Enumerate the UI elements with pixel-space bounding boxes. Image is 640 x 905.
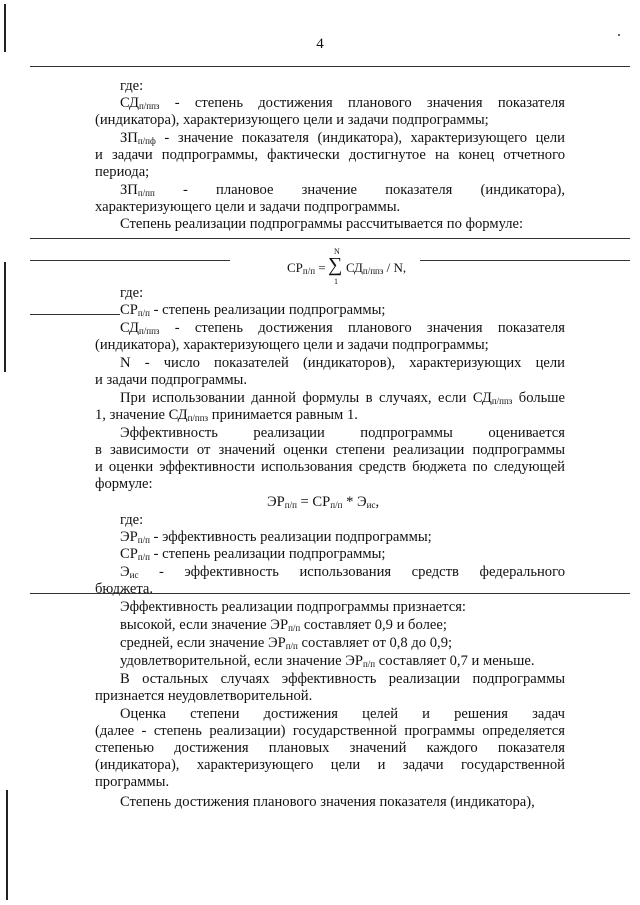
assessment-paragraph-cont: программы. [95, 774, 170, 790]
definition-zp-fact-cont: и задачи подпрограммы, фактически достигнутое на конец отчетного [95, 147, 565, 163]
assessment-paragraph-cont: (индикатора), характеризующего цели и задачи государственной [95, 757, 565, 773]
level-high: высокой, если значение $ЭР_{п/п}$ составляет 0,9 и более; [120, 617, 447, 633]
document-page: 4 где: $СД_{п/ппз}$ - степень достижения планового значения показателя (индикатора), характеризующего цели и задачи подпрограммы; $ЗП_{п/пф}$ - значение показателя (индикатора), характеризующего цели и задачи подпрограммы, фактически достигнутое на конец отчетного периода; $ЗП_{п/пп}$ - плановое значение показателя (индикатора), характеризующего цели и задачи подпрограммы. Степень реализации подпрограммы рассчитывается по формуле: $СР_{п/п}$ = N ∑ 1 $СД_{п/ппз}$ / N, где: $СР_{п/п}$ - степень реализации подпрограммы; $СД_{п/ппз}$ - степень достижения планового значения показателя (индикатора), характеризующего цели и задачи подпрограммы; N - число показателей (индикаторов), характеризующих цели и задачи подпрограммы. При использовании данной формулы в случаях, если $СД_{п/ппз}$ больше 1, значение $СД_{п/ппз}$ принимается равным 1. Эффективность реализации подпрограммы оценивается в зависимости от значений оценки степени реализации подпрограммы и оценки эффективности использования средств бюджета по следующей формуле: $ЭР_{п/п} = СР_{п/п} * Э_{ис}$, где: $ЭР_{п/п}$ - эффективность реализации подпрограммы; $СР_{п/п}$ - степень реализации подпрограммы; $Э_{ис}$ - эффективность использования средств федерального бюджета. Эффективность реализации подпрограммы признается: высокой, если значение $ЭР_{п/п}$ составляет 0,9 и более; средней, если значение $ЭР_{п/п}$ составляет от 0,8 до 0,9; удовлетворительной, если значение $ЭР_{п/п}$ составляет 0,7 и меньше. В остальных случаях эффективность реализации подпрограммы признается неудовлетворительной. Оценка степени достижения целей и решения задач (далее - степень реализации) государственной программы определяется степенью достижения плановых значений каждого показателя (индикатора), характеризующего цели и задачи государственной программы. Степень достижения планового значения показателя (индикатора), [0, 0, 640, 905]
definition-n-cont: и задачи подпрограммы. [95, 372, 248, 388]
formula-er: $ЭР_{п/п} = СР_{п/п} * Э_{ис}$, [267, 494, 380, 510]
definition-sd-cont: (индикатора), характеризующего цели и задачи подпрограммы; [95, 112, 489, 128]
definition-eis: $Э_{ис}$ - эффективность использования средств федерального [120, 564, 565, 580]
usage-note-cont: 1, значение $СД_{п/ппз}$ принимается равным 1. [95, 407, 358, 423]
definition-sd-2-cont: (индикатора), характеризующего цели и задачи подпрограммы; [95, 337, 489, 353]
where-label: где: [120, 512, 144, 528]
assessment-paragraph-cont: (далее - степень реализации) государственной программы определяется [95, 723, 565, 739]
other-cases-cont: признается неудовлетворительной. [95, 688, 313, 704]
last-line: Степень достижения планового значения показателя (индикатора), [120, 794, 535, 810]
sum-symbol: ∑ [328, 254, 343, 276]
definition-er: $ЭР_{п/п}$ - эффективность реализации подпрограммы; [120, 529, 432, 545]
page-rule [30, 66, 630, 67]
efficiency-paragraph-cont: формуле: [95, 476, 153, 492]
efficiency-paragraph-cont: в зависимости от значений оценки степени реализации подпрограммы [95, 442, 565, 458]
where-label: где: [120, 285, 144, 301]
definition-sr-2: $СР_{п/п}$ - степень реализации подпрограммы; [120, 546, 386, 562]
formula-intro: Степень реализации подпрограммы рассчитывается по формуле: [120, 216, 524, 232]
level-medium: средней, если значение $ЭР_{п/п}$ составляет от 0,8 до 0,9; [120, 635, 453, 651]
level-satisfactory: удовлетворительной, если значение $ЭР_{п/п}$ составляет 0,7 и меньше. [120, 653, 535, 669]
definition-zp-plan: $ЗП_{п/пп}$ - плановое значение показателя (индикатора), [120, 182, 565, 198]
definition-sr: $СР_{п/п}$ - степень реализации подпрограммы; [120, 302, 386, 318]
page-rule [30, 314, 120, 315]
definition-zp-fact-cont2: периода; [95, 164, 150, 180]
definition-sd-2: $СД_{п/ппз}$ - степень достижения планового значения показателя [120, 320, 565, 336]
definition-n: N - число показателей (индикаторов), характеризующих цели [120, 355, 565, 371]
assessment-paragraph-cont: степенью достижения плановых значений каждого показателя [95, 740, 565, 756]
page-rule [30, 260, 230, 261]
usage-note: При использовании данной формулы в случаях, если $СД_{п/ппз}$ больше [120, 390, 565, 406]
scan-edge-mark [4, 262, 6, 372]
where-label: где: [120, 78, 144, 94]
scan-edge-mark [6, 790, 8, 900]
page-rule [420, 260, 630, 261]
efficiency-paragraph-cont: и оценки эффективности использования средств бюджета по следующей [95, 459, 565, 475]
definition-eis-cont: бюджета. [95, 581, 154, 597]
page-rule [30, 593, 630, 594]
assessment-paragraph: Оценка степени достижения целей и решения задач [120, 706, 565, 722]
recognition-heading: Эффективность реализации подпрограммы признается: [120, 599, 466, 615]
page-rule [30, 238, 630, 239]
efficiency-paragraph: Эффективность реализации подпрограммы оценивается [120, 425, 565, 441]
page-number: 4 [316, 36, 324, 52]
definition-sd: $СД_{п/ппз}$ - степень достижения планового значения показателя [120, 95, 565, 111]
definition-zp-fact: $ЗП_{п/пф}$ - значение показателя (индикатора), характеризующего цели [120, 130, 565, 146]
definition-zp-plan-cont: характеризующего цели и задачи подпрограммы. [95, 199, 401, 215]
other-cases: В остальных случаях эффективность реализации подпрограммы [120, 671, 565, 687]
